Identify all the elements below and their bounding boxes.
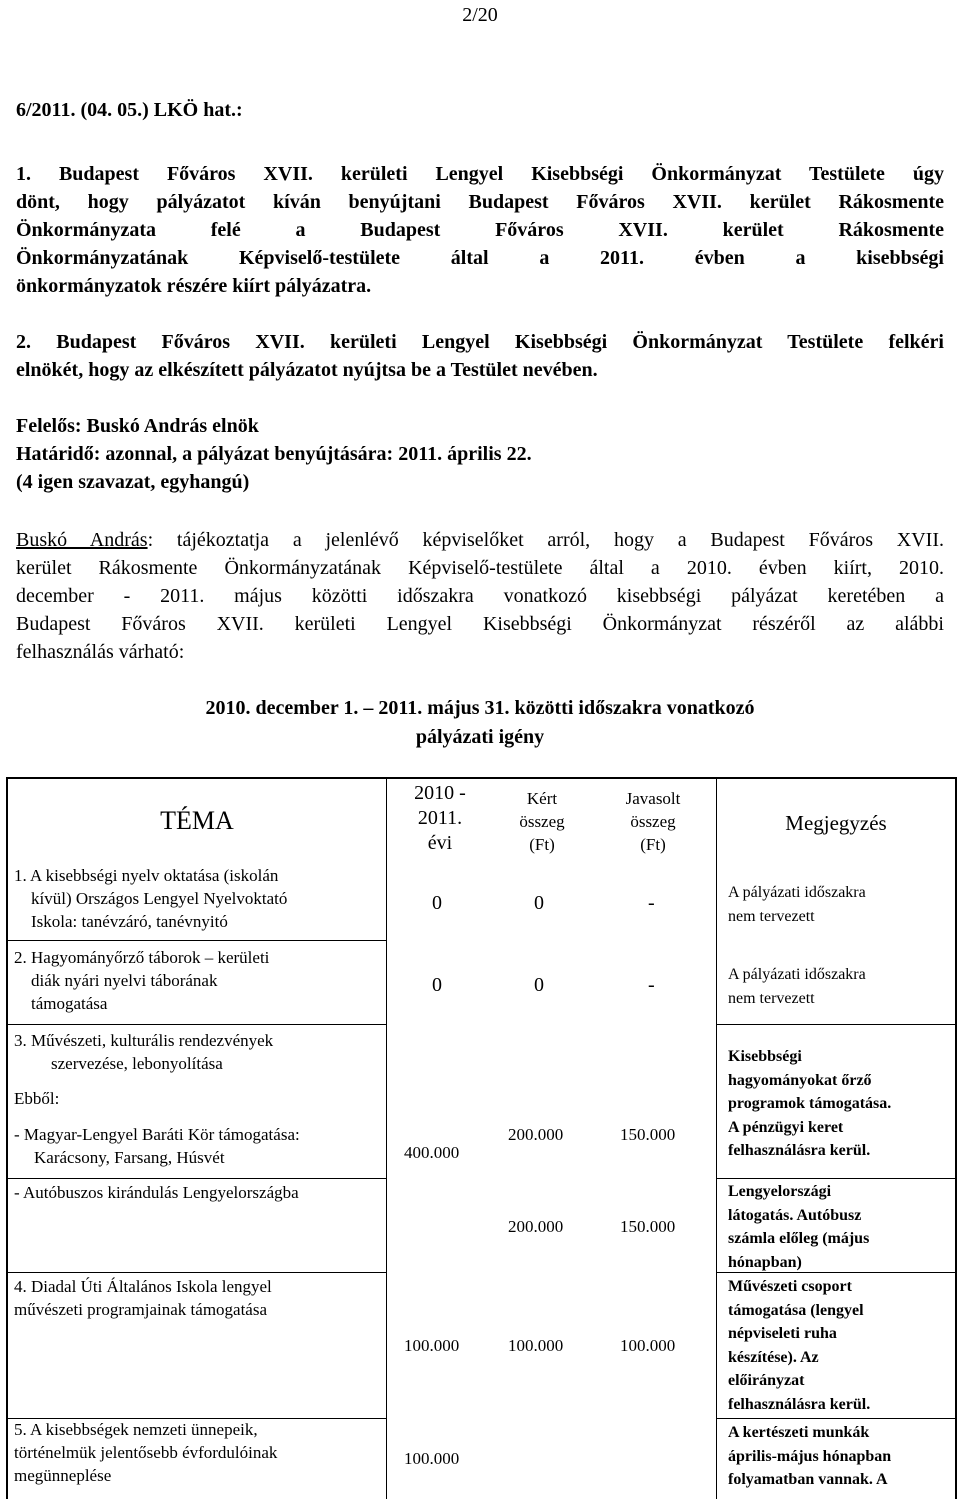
deadline-line: Határidő: azonnal, a pályázat benyújtására: 2011. április 22. [16,443,532,465]
row2-note [728,963,866,1010]
row3-note-line-4: A pénzügyi keret [728,1118,844,1136]
row5-topic-line-2: történelmük jelentősebb évfordulóinak [14,1443,278,1462]
row2-note-line-1: A pályázati időszakra [728,966,866,983]
header-kert [494,787,590,856]
row3-sub2: - Autóbuszos kirándulás Lengyelországba [14,1183,299,1202]
note-divider-5 [716,1418,957,1419]
row3-sub2-note-line-1: Lengyelországi [728,1183,832,1200]
row3-sub1-line-2: Karácsony, Farsang, Húsvét [34,1148,225,1167]
header-year-line-2: 2011. [417,807,463,829]
row3-topic [14,1029,384,1075]
row1-topic-line-1: 1. A kisebbségi nyelv oktatása (iskolán [14,866,279,885]
header-javasolt [596,787,710,856]
para1-line-4: Önkormányzatának Képviselő-testülete által a 2011. évben a kisebbségi [16,247,944,269]
vote-line: (4 igen szavazat, egyhangú) [16,471,250,493]
row-divider-3 [6,1178,387,1179]
header-megjegyzes: Megjegyzés [785,811,887,835]
row2-requested-value: 0 [534,974,544,996]
para1-line-1: 1. Budapest Főváros XVII. kerületi Lengyel Kisebbségi Önkormányzat Testülete úgy [16,163,944,185]
row3-sub1-proposed: 150.000 [620,1125,676,1144]
row2-proposed-value: - [648,974,655,996]
row3-note-line-5: felhasználásra kerül. [728,1142,871,1159]
row3-ebbol: Ebből: [14,1089,60,1108]
header-tema: TÉMA [160,806,234,835]
row1-year-value: 0 [432,892,442,914]
header-year-line-3: évi [427,832,453,854]
row3-note-line-3: programok támogatása. [728,1095,892,1112]
row4-note-line-6: felhasználásra kerül. [728,1395,871,1413]
row4-year-value: 100.000 [404,1336,460,1355]
row4-topic [14,1275,384,1321]
row3-sub2-requested: 200.000 [508,1217,564,1236]
col-divider-1 [386,777,387,1499]
row5-topic-line-3: megünneplése [14,1466,112,1485]
row4-note-line-4: készítése). Az [728,1348,819,1366]
row4-note-line-2: támogatása (lengyel [728,1301,864,1319]
responsible-line: Felelős: Buskó András elnök [16,415,259,437]
info-line-1-text: : tájékoztatja a jelenlévő képviselőket arról, hogy a Budapest Főváros XVII. [147,529,944,551]
row3-sub1-line-1: - Magyar-Lengyel Baráti Kör támogatása: [14,1125,300,1144]
header-kert-line-1: Kért [526,789,558,808]
row4-note-line-3: népviseleti ruha [728,1325,837,1342]
para1-line-2: dönt, hogy pályázatot kíván benyújtani Budapest Főváros XVII. kerület Rákosmente [16,191,944,213]
row1-proposed-value: - [648,892,655,914]
header-year-line-1: 2010 - [414,782,466,804]
row5-year-value: 100.000 [404,1449,460,1468]
row3-sub1 [14,1123,384,1169]
info-line-4: Budapest Főváros XVII. kerületi Lengyel Kisebbségi Önkormányzat részéről az alábbi [16,613,944,635]
row2-topic-line-3: támogatása [31,994,108,1013]
row1-note [728,881,866,928]
header-kert-line-3: (Ft) [529,835,555,854]
row1-topic [14,864,384,933]
row4-topic-line-1: 4. Diadal Úti Általános Iskola lengyel [14,1277,272,1296]
table-border-left [6,777,8,1499]
row1-requested-value: 0 [534,892,544,914]
row-divider-2 [6,1024,387,1025]
note-divider-3 [716,1178,957,1179]
row1-topic-line-3: Iskola: tanévzáró, tanévnyitó [31,912,228,931]
row2-topic-line-1: 2. Hagyományőrző táborok – kerületi [14,948,270,967]
header-javasolt-line-2: összeg [630,812,676,831]
header-javasolt-line-3: (Ft) [640,835,666,854]
row3-topic-line-2: szervezése, lebonyolítása [51,1054,223,1073]
page-number: 2/20 [462,4,498,26]
row2-topic [14,946,384,1015]
note-divider-2 [716,1024,957,1025]
row4-note-line-1: Művészeti csoport [728,1278,852,1295]
header-year [392,781,488,856]
row3-sub2-note-line-4: hónapban) [728,1253,802,1271]
row3-sub2-note-line-2: látogatás. Autóbusz [728,1206,862,1224]
row3-sub2-note [728,1180,869,1274]
table-title-line-1: 2010. december 1. – 2011. május 31. közötti időszakra vonatkozó [205,697,755,719]
row5-topic [14,1418,384,1487]
row3-sub2-note-line-3: számla előleg (május [728,1230,870,1247]
row5-note-line-2: április-május hónapban [728,1447,892,1465]
row3-sub1-requested: 200.000 [508,1125,564,1144]
para2-line-1: 2. Budapest Főváros XVII. kerületi Lengyel Kisebbségi Önkormányzat Testülete felkéri [16,331,944,353]
row5-topic-line-1: 5. A kisebbségek nemzeti ünnepeik, [14,1420,258,1439]
resolution-title: 6/2011. (04. 05.) LKÖ hat.: [16,99,243,121]
row4-topic-line-2: művészeti programjainak támogatása [14,1300,268,1319]
para1-line-3: Önkormányzata felé a Budapest Főváros XVII. kerület Rákosmente [16,219,944,241]
header-kert-line-2: összeg [519,812,565,831]
para1-line-5: önkormányzatok részére kiírt pályázatra. [16,275,372,297]
row3-note-line-2: hagyományokat őrző [728,1071,872,1089]
info-line-3: december - 2011. május közötti időszakra vonatkozó kisebbségi pályázat keretében a [16,585,944,607]
row3-topic-line-1: 3. Művészeti, kulturális rendezvények [14,1031,274,1050]
table-border-right [955,777,957,1499]
row3-note-line-1: Kisebbségi [728,1048,802,1065]
row1-note-line-1: A pályázati időszakra [728,884,866,901]
row5-note-line-3: folyamatban vannak. A [728,1471,888,1488]
table-border-top [6,777,957,779]
row-divider-1 [6,940,387,941]
row4-requested-value: 100.000 [508,1336,564,1355]
row-divider-4 [6,1272,387,1273]
row3-note [728,1045,891,1163]
row3-sub2-proposed: 150.000 [620,1217,676,1236]
row4-note-line-5: előirányzat [728,1372,805,1389]
row1-note-line-2: nem tervezett [728,907,815,925]
row5-note-line-1: A kertészeti munkák [728,1424,870,1441]
info-line-2: kerület Rákosmente Önkormányzatának Képviselő-testülete által a 2010. évben kiírt, 2010. [16,557,944,579]
info-line-1 [16,526,944,554]
row2-note-line-2: nem tervezett [728,989,815,1007]
row2-year-value: 0 [432,974,442,996]
row1-topic-line-2: kívül) Országos Lengyel Nyelvoktató [31,889,288,908]
row2-topic-line-2: diák nyári nyelvi táborának [31,971,218,990]
row4-note [728,1275,870,1416]
info-line-5: felhasználás várható: [16,641,185,663]
col-divider-2 [716,777,717,1499]
table-title-line-2: pályázati igény [415,726,545,748]
row3-year-value: 400.000 [404,1143,460,1162]
header-javasolt-line-1: Javasolt [625,789,681,808]
row4-proposed-value: 100.000 [620,1336,676,1355]
row5-note [728,1421,891,1492]
para2-line-2: elnökét, hogy az elkészített pályázatot nyújtsa be a Testület nevében. [16,359,598,381]
speaker-name: Buskó András [16,529,148,551]
